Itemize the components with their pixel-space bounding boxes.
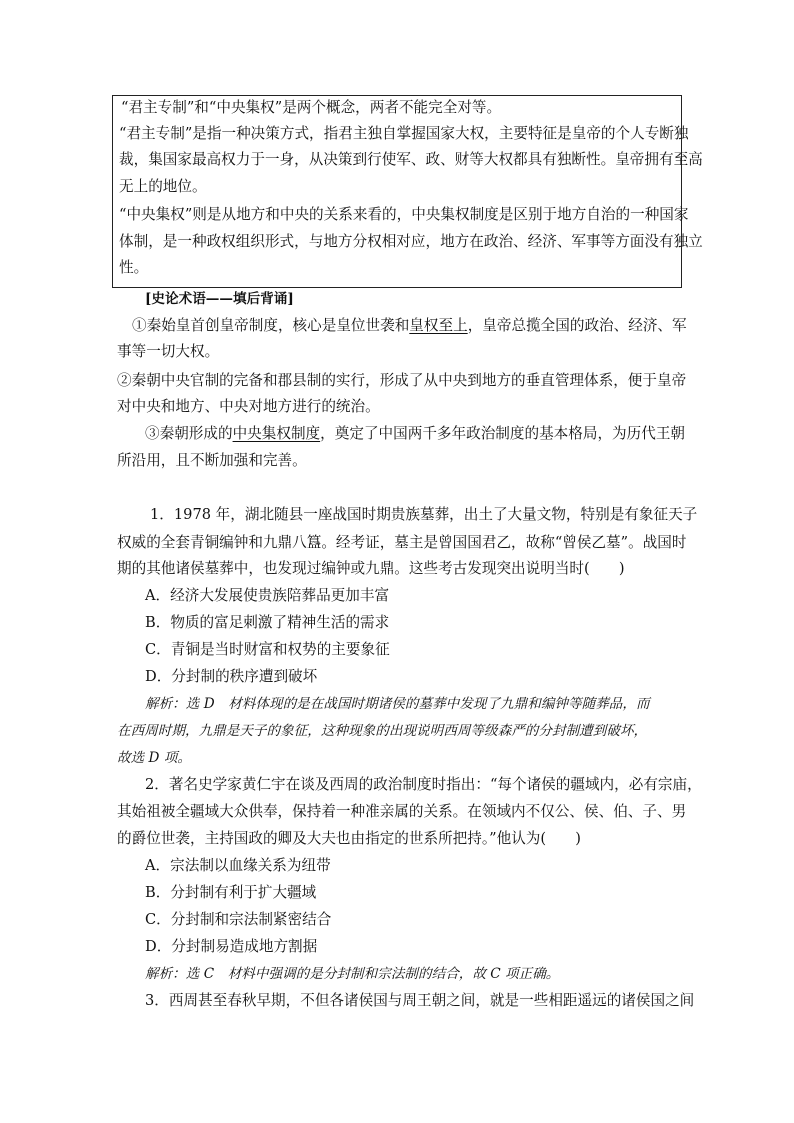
term-1 — [132, 316, 687, 336]
q2-option-c: C．分封制和宗法制紧密结合 — [145, 911, 332, 928]
q1-option-b: B．物质的富足刺激了精神生活的需求 — [145, 614, 390, 631]
q1-option-d: D．分封制的秩序遭到破坏 — [145, 668, 318, 685]
q2-stem-line: 2．著名史学家黄仁宇在谈及西周的政治制度时指出：“每个诸侯的疆域内，必有宗庙， — [145, 776, 702, 793]
q1-stem-line: 1．1978 年，湖北随县一座战国时期贵族墓葬，出土了大量文物，特别是有象征天子 — [150, 506, 698, 523]
box-line: “君主专制”是指一种决策方式，指君主独自掌握国家大权，主要特征是皇帝的个人专断独 — [119, 125, 689, 142]
term-2: ②秦朝中央官制的完备和郡县制的实行，形成了从中央到地方的垂直管理体系，便于皇帝 — [117, 372, 687, 389]
term-3-text-a: ③秦朝形成的 — [145, 425, 233, 442]
box-line: “君主专制”和“中央集权”是两个概念，两者不能完全对等。 — [121, 99, 502, 116]
q1-analysis: 故选 D 项。 — [117, 750, 191, 766]
term-3 — [145, 424, 685, 444]
q2-option-b: B．分封制有利于扩大疆域 — [145, 884, 317, 901]
q2-stem-line: 其始祖被全疆域大众供奉，保持着一种准亲属的关系。在领域内不仅公、侯、伯、子、男 — [117, 803, 687, 820]
term-1-cont: 事等一切大权。 — [117, 343, 220, 360]
q1-option-c: C．青铜是当时财富和权势的主要象征 — [145, 641, 390, 658]
box-line: 无上的地位。 — [119, 178, 207, 195]
q2-option-a: A．宗法制以血缘关系为纽带 — [145, 857, 331, 874]
term-3-underlined: 中央集权制度 — [232, 425, 321, 442]
box-line: 性。 — [119, 259, 149, 276]
box-line: 裁，集国家最高权力于一身，从决策到行使军、政、财等大权都具有独断性。皇帝拥有至高 — [119, 151, 703, 168]
q2-stem-line: 的爵位世袭，主持国政的卿及大夫也由指定的世系所把持。”他认为( ) — [117, 830, 581, 847]
term-3-cont: 所沿用，且不断加强和完善。 — [117, 452, 307, 469]
q1-stem-line: 期的其他诸侯墓葬中，也发现过编钟或九鼎。这些考古发现突出说明当时( ) — [117, 560, 625, 577]
q1-stem-line: 权威的全套青铜编钟和九鼎八簋。经考证，墓主是曾国国君乙，故称“曾侯乙墓”。战国时 — [117, 534, 687, 551]
section-heading: [史论术语——填后背诵] — [145, 291, 294, 307]
term-1-text-a: ①秦始皇首创皇帝制度，核心是皇位世袭和 — [132, 317, 410, 334]
q3-stem-line: 3．西周甚至春秋早期，不但各诸侯国与周王朝之间，就是一些相距遥远的诸侯国之间 — [145, 992, 695, 1009]
q1-analysis: 在西周时期，九鼎是天子的象征，这种现象的出现说明西周等级森严的分封制遭到破坏， — [117, 723, 648, 739]
box-line: 体制，是一种政权组织形式，与地方分权相对应，地方在政治、经济、军事等方面没有独立 — [119, 233, 703, 250]
term-2-cont: 对中央和地方、中央对地方进行的统治。 — [117, 398, 380, 415]
q1-analysis: 解析：选 D 材料体现的是在战国时期诸侯的墓葬中发现了九鼎和编钟等随葬品，而 — [145, 696, 650, 712]
term-1-underlined: 皇权至上 — [409, 317, 468, 334]
term-3-text-b: ，奠定了中国两千多年政治制度的基本格局，为历代王朝 — [320, 425, 686, 442]
q1-option-a: A．经济大发展使贵族陪葬品更加丰富 — [145, 587, 390, 604]
q2-option-d: D．分封制易造成地方割据 — [145, 938, 318, 955]
box-line: “中央集权”则是从地方和中央的关系来看的，中央集权制度是区别于地方自治的一种国家 — [119, 206, 689, 223]
q2-analysis: 解析：选 C 材料中强调的是分封制和宗法制的结合，故 C 项正确。 — [145, 966, 560, 982]
term-1-text-b: ，皇帝总揽全国的政治、经济、军 — [467, 317, 687, 334]
